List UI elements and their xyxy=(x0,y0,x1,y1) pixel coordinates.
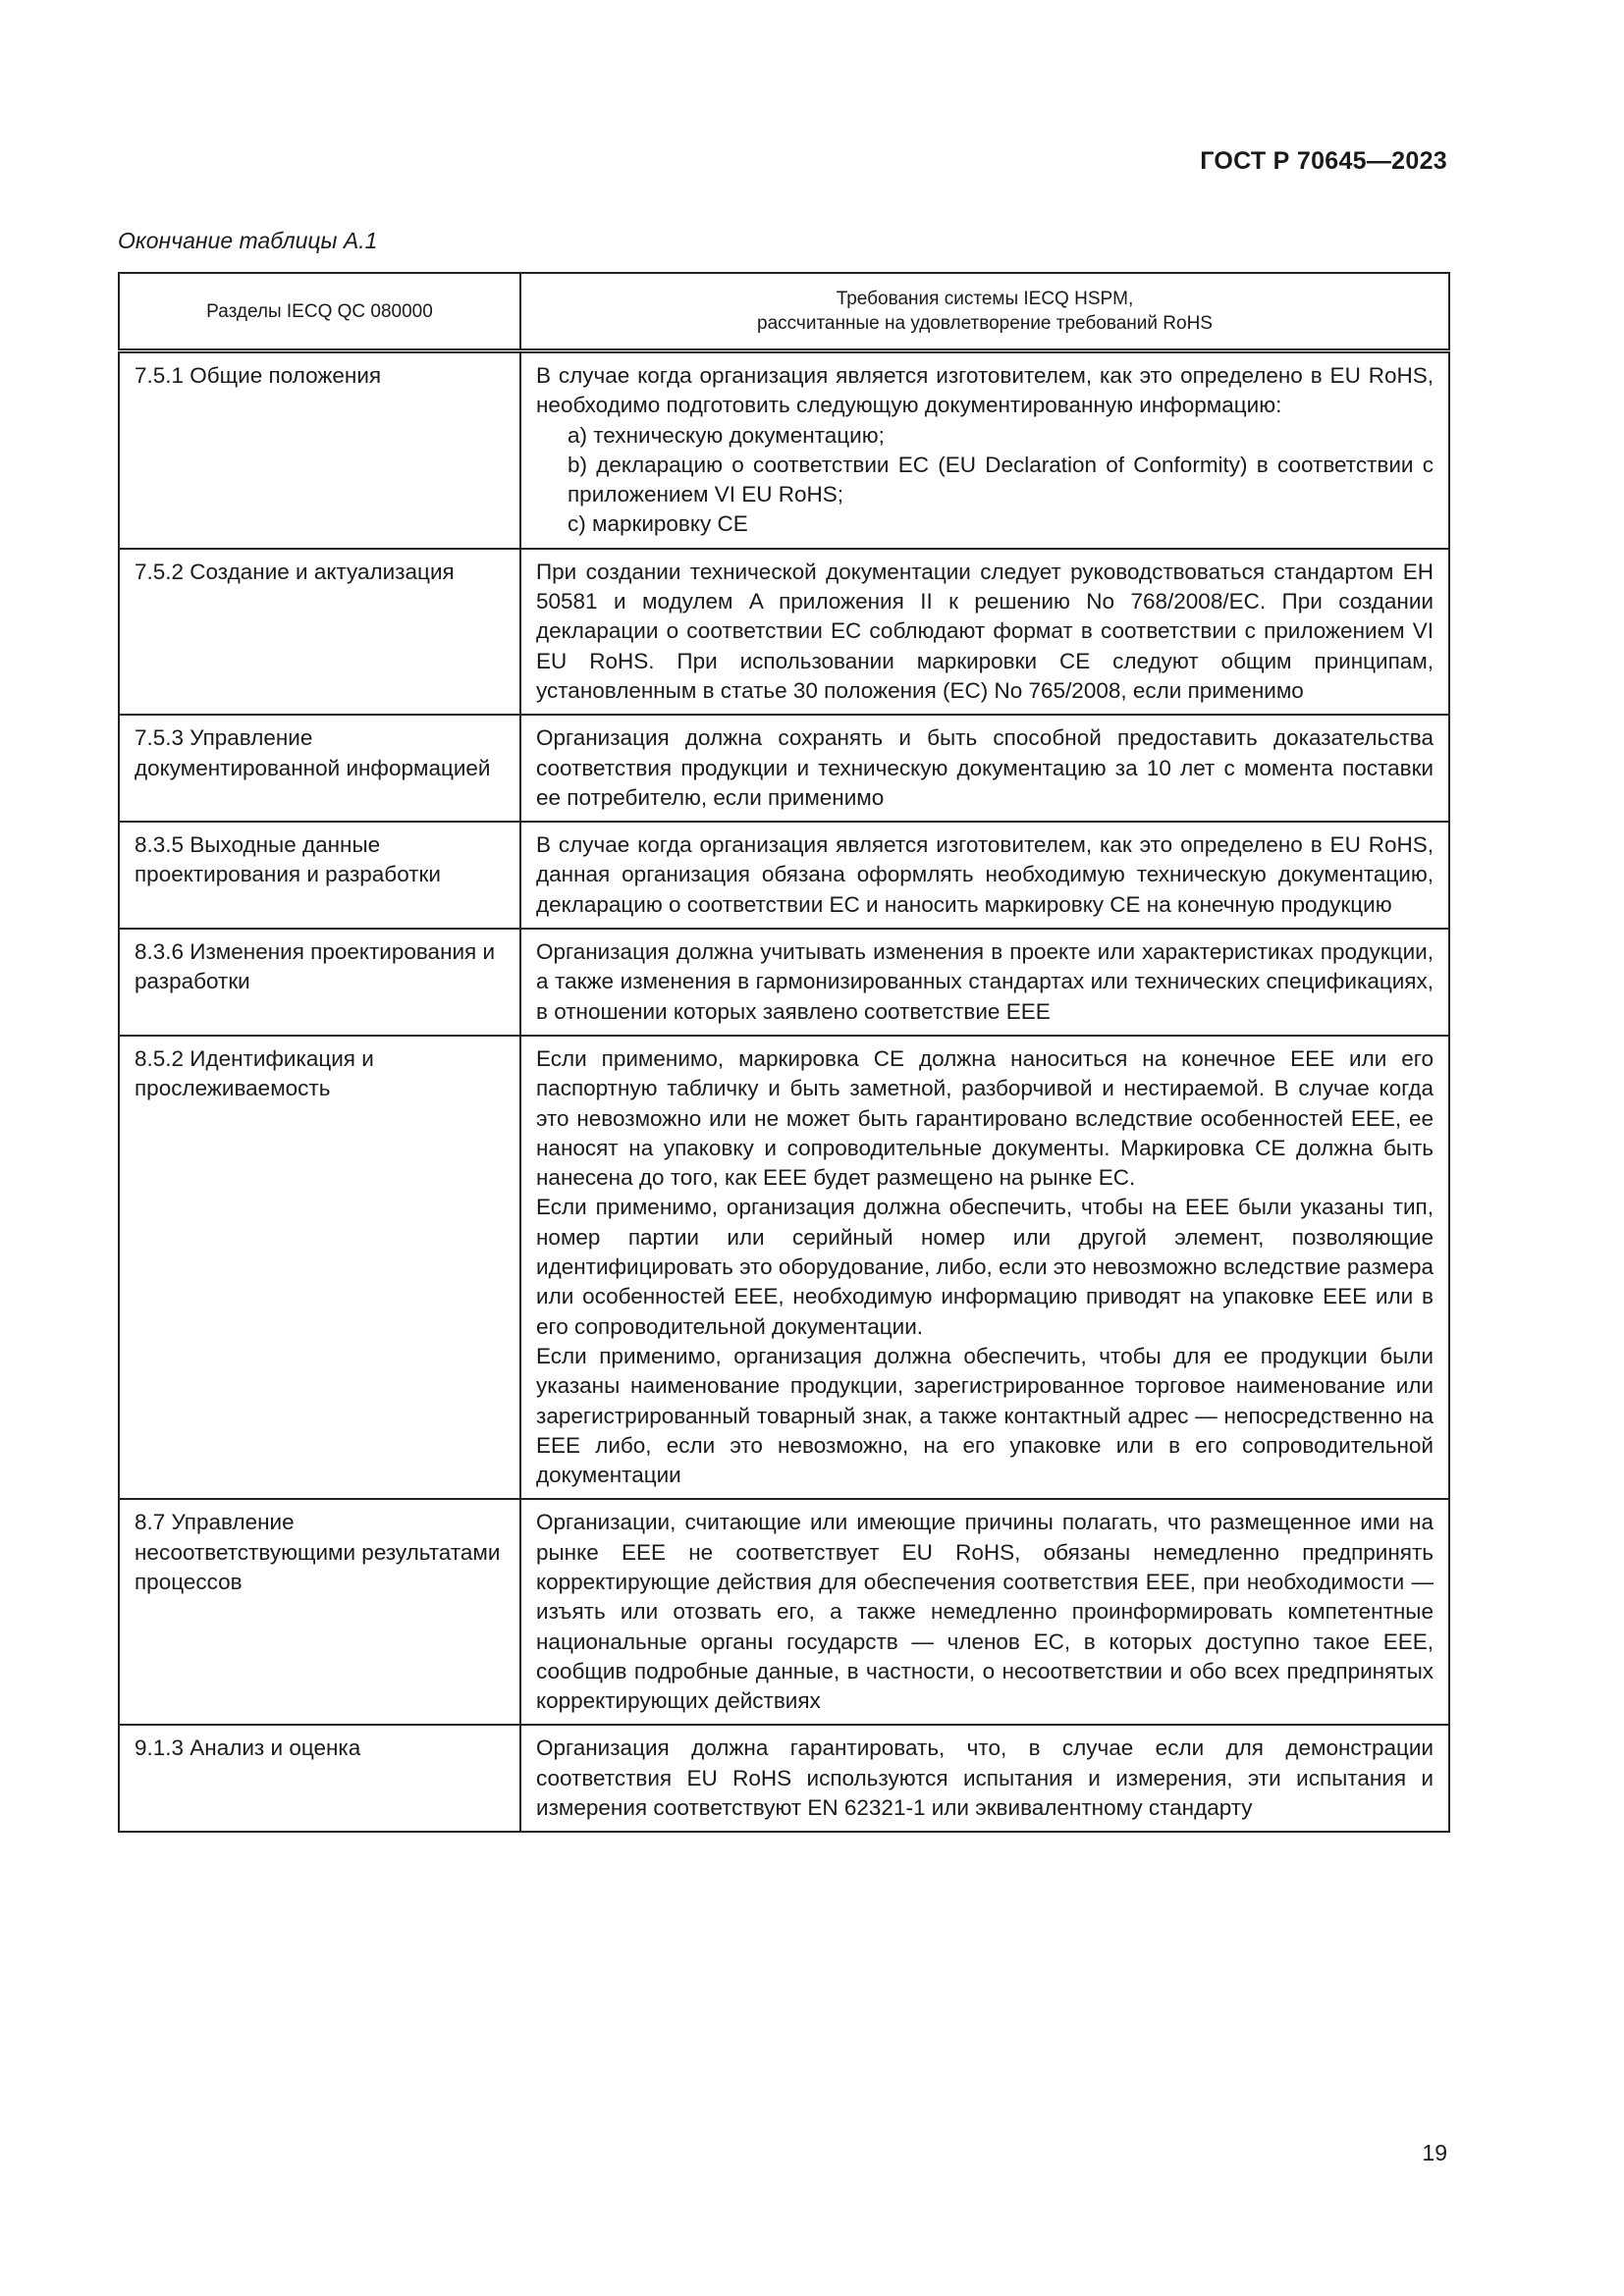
requirement-text: В случае когда организация является изготовителем, как это определено в EU RoHS, необходимо подготовить следующую документированную информацию: xyxy=(536,363,1434,418)
column-header-requirements-line2: рассчитанные на удовлетворение требований RoHS xyxy=(757,313,1213,334)
table-row xyxy=(119,715,1449,822)
requirement-cell xyxy=(520,715,1449,822)
column-header-requirements xyxy=(520,273,1449,351)
page-number: 19 xyxy=(1422,2140,1447,2165)
table-row xyxy=(119,351,1449,549)
document-id: ГОСТ Р 70645—2023 xyxy=(1200,147,1447,175)
requirement-text: Организации, считающие или имеющие причины полагать, что размещенное ими на рынке EEE не соответствует EU RoHS, обязаны немедленно предпринять корректирующие действия для обеспечения соответствия EEE, при необходимости — изъять или отозвать его, а также немедленно проинформировать компетентные национальные органы государств — членов ЕС, в которых доступно такое EEE, сообщив подробные данные, в частности, о несоответствии и обо всех предпринятых корректирующих действиях xyxy=(536,1510,1434,1714)
table-header-row xyxy=(119,273,1449,351)
column-header-sections: Разделы IECQ QC 080000 xyxy=(119,273,520,351)
table-row xyxy=(119,1499,1449,1725)
section-cell: 7.5.3 Управление документированной информацией xyxy=(119,715,520,822)
requirement-text: Организация должна сохранять и быть способной предоставить доказательства соответствия продукции и техническую документацию за 10 лет с момента поставки ее потребителю, если применимо xyxy=(536,725,1434,810)
requirement-cell xyxy=(520,929,1449,1036)
list-item: a) техническую документацию; xyxy=(568,422,885,448)
table-row xyxy=(119,822,1449,929)
section-cell: 7.5.1 Общие положения xyxy=(119,351,520,549)
column-header-requirements-line1: Требования системы IECQ HSPM, xyxy=(836,289,1134,309)
section-cell: 8.3.6 Изменения проектирования и разработки xyxy=(119,929,520,1036)
section-cell: 8.3.5 Выходные данные проектирования и разработки xyxy=(119,822,520,929)
section-cell: 7.5.2 Создание и актуализация xyxy=(119,549,520,715)
list-item: c) маркировку CE xyxy=(568,511,748,537)
requirement-text: В случае когда организация является изготовителем, как это определено в EU RoHS, данная организация обязана оформлять необходимую техническую документацию, декларацию о соответствии ЕС и наносить маркировку CE на конечную продукцию xyxy=(536,832,1434,917)
section-cell: 8.5.2 Идентификация и прослеживаемость xyxy=(119,1036,520,1499)
requirement-text: Если применимо, организация должна обеспечить, чтобы для ее продукции были указаны наименование продукции, зарегистрированное торговое наименование или зарегистрированный товарный знак, а также контактный адрес — непосредственно на EEE либо, если это невозможно, на его упаковке или в его сопроводительной документации xyxy=(536,1343,1434,1488)
requirement-cell xyxy=(520,1499,1449,1725)
section-cell: 9.1.3 Анализ и оценка xyxy=(119,1725,520,1832)
requirements-table xyxy=(118,272,1450,1833)
requirement-text: Организация должна гарантировать, что, в случае если для демонстрации соответствия EU RoHS используются испытания и измерения, эти испытания и измерения соответствуют EN 62321-1 или эквивалентному стандарту xyxy=(536,1735,1434,1821)
table-row xyxy=(119,549,1449,715)
table-caption: Окончание таблицы А.1 xyxy=(118,228,378,253)
requirement-text: При создании технической документации следует руководствоваться стандартом EH 50581 и модулем A приложения II к решению No 768/2008/EC. При создании декларации о соответствии ЕС соблюдают формат в соответствии с приложением VI EU RoHS. При использовании маркировки CE следуют общим принципам, установленным в статье 30 положения (EC) No 765/2008, если применимо xyxy=(536,559,1434,703)
requirement-cell xyxy=(520,549,1449,715)
requirement-text: Если применимо, организация должна обеспечить, чтобы на EEE были указаны тип, номер партии или серийный номер или другой элемент, позволяющие идентифицировать это оборудование, либо, если это невозможно вследствие размера или особенностей EEE, необходимую информацию приводят на упаковке EEE или в его сопроводительной документации. xyxy=(536,1195,1434,1339)
requirement-cell xyxy=(520,1725,1449,1832)
requirement-text: Если применимо, маркировка CE должна наноситься на конечное EEE или его паспортную табличку и быть заметной, разборчивой и нестираемой. В случае когда это невозможно или не может быть гарантировано вследствие особенностей EEE, ее наносят на упаковку и сопроводительные документы. Маркировка CE должна быть нанесена до того, как EEE будет размещено на рынке ЕС. xyxy=(536,1045,1434,1191)
requirement-text: Организация должна учитывать изменения в проекте или характеристиках продукции, а также изменения в гармонизированных стандартах или технических спецификациях, в отношении которых заявлено соответствие EEE xyxy=(536,939,1434,1024)
section-cell: 8.7 Управление несоответствующими результатами процессов xyxy=(119,1499,520,1725)
table-row xyxy=(119,1036,1449,1499)
list-item: b) декларацию о соответствии ЕС (EU Declaration of Conformity) в соответствии с приложением VI EU RoHS; xyxy=(568,452,1434,507)
requirement-cell xyxy=(520,822,1449,929)
requirement-cell xyxy=(520,351,1449,549)
table-row xyxy=(119,1725,1449,1832)
table-row xyxy=(119,929,1449,1036)
requirement-cell xyxy=(520,1036,1449,1499)
